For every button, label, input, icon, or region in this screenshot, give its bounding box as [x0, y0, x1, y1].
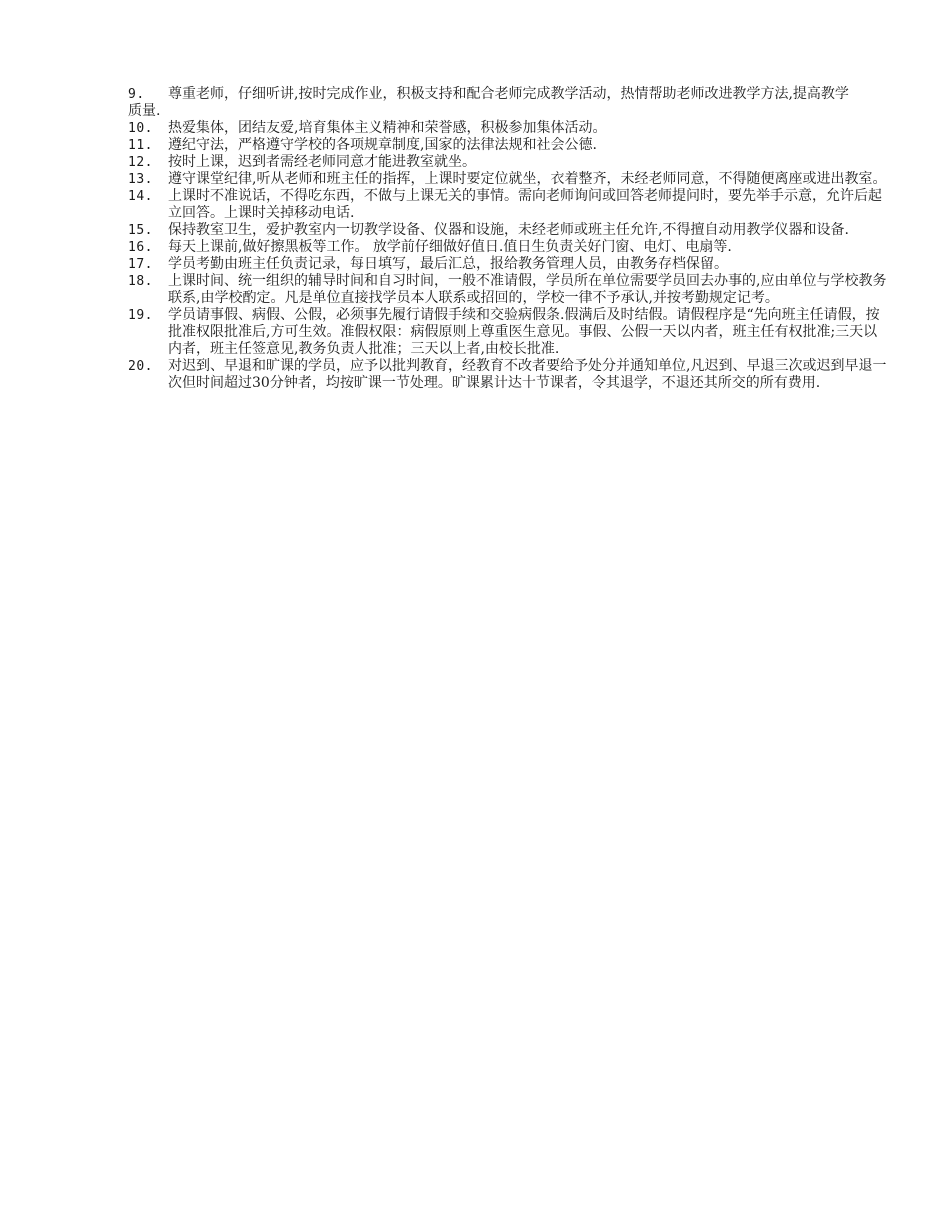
item-number: 15. [128, 223, 153, 238]
list-item [128, 358, 888, 392]
item-text: 对迟到、早退和旷课的学员，应予以批判教育，经教育不改者要给予处分并通知单位,凡迟到、早退三次或迟到早退一次但时间超过30分钟者，均按旷课一节处理。旷课累计达十节课者，令其退学，不退还其所交的所有费用. [168, 358, 887, 391]
list-item [128, 188, 888, 222]
list-item [128, 239, 888, 256]
item-text: 每天上课前,做好擦黑板等工作。 放学前仔细做好值日.值日生负责关好门窗、电灯、电扇等. [168, 239, 732, 255]
document-page [128, 86, 888, 392]
item-number: 12. [128, 155, 153, 170]
item-number: 13. [128, 172, 153, 187]
item-number: 18. [128, 274, 153, 289]
list-item [128, 256, 888, 273]
item-number: 10. [128, 121, 153, 136]
item-text: 学员考勤由班主任负责记录，每日填写，最后汇总，报给教务管理人员，由教务存档保留。 [168, 256, 728, 272]
list-item [128, 137, 888, 154]
list-item [128, 222, 888, 239]
item-continuation: 质量. [128, 103, 161, 119]
list-item [128, 86, 888, 103]
item-text: 上课时间、统一组织的辅导时间和自习时间，一般不准请假，学员所在单位需要学员回去办事的,应由单位与学校教务联系,由学校酌定。凡是单位直接找学员本人联系或招回的，学校一律不予承认,并按考勤规定记考。 [168, 273, 887, 306]
item-number: 20. [128, 359, 153, 374]
item-text: 保持教室卫生，爱护教室内一切教学设备、仪器和设施，未经老师或班主任允许,不得擅自动用教学仪器和设备. [168, 222, 849, 238]
item-number: 16. [128, 240, 153, 255]
item-number: 11. [128, 138, 153, 153]
item-text: 学员请事假、病假、公假，必须事先履行请假手续和交验病假条.假满后及时结假。请假程序是“先向班主任请假，按批准权限批准后,方可生效。准假权限：病假原则上尊重医生意见。事假、公假一天以内者，班主任有权批准;三天以内者，班主任签意见,教务负责人批准；三天以上者,由校长批准. [168, 307, 880, 357]
item-text: 遵守课堂纪律,听从老师和班主任的指挥，上课时要定位就坐，衣着整齐，未经老师同意，不得随便离座或进出教室。 [168, 171, 887, 187]
item-number: 14. [128, 189, 153, 204]
item-text: 遵纪守法，严格遵守学校的各项规章制度,国家的法律法规和社会公德. [168, 137, 597, 153]
list-item [128, 171, 888, 188]
list-item [128, 154, 888, 171]
item-text: 按时上课，迟到者需经老师同意才能进教室就坐。 [168, 154, 476, 170]
item-text: 尊重老师，仔细听讲,按时完成作业，积极支持和配合老师完成教学活动，热情帮助老师改进教学方法,提高教学 [168, 86, 849, 102]
list-item [128, 120, 888, 137]
item-text: 热爱集体，团结友爱,培育集体主义精神和荣誉感，积极参加集体活动。 [168, 120, 607, 136]
item-number: 19. [128, 308, 153, 323]
list-item [128, 273, 888, 307]
item-number: 17. [128, 257, 153, 272]
item-text: 上课时不准说话，不得吃东西，不做与上课无关的事情。需向老师询问或回答老师提问时，要先举手示意，允许后起立回答。上课时关掉移动电话. [168, 188, 882, 221]
list-item [128, 307, 888, 358]
item-number: 9. [128, 87, 145, 102]
